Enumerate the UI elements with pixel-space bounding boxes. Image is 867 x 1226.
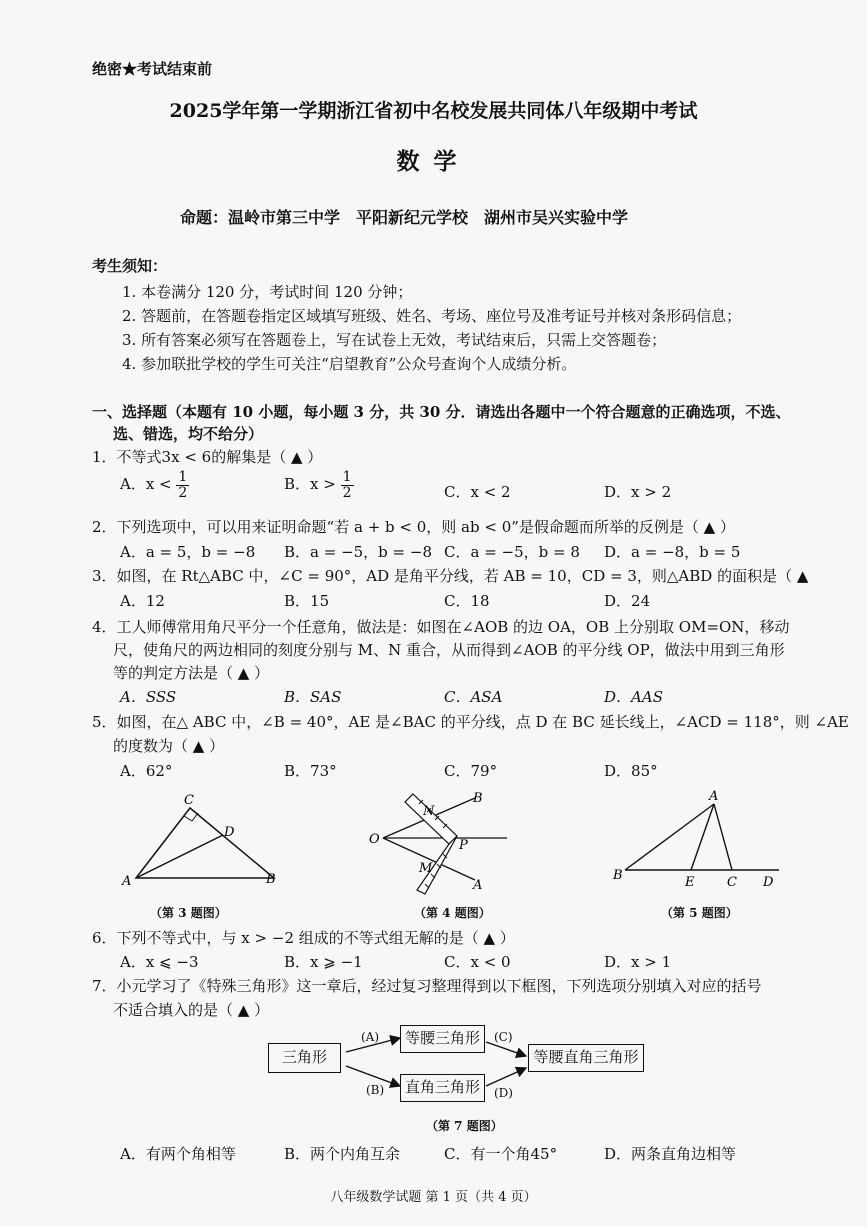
question-7-stem: 7．小元学习了《特殊三角形》这一章后，经过复习整理得到以下框图，下列选项分别填入对应的括号 <box>92 977 762 995</box>
flow-box-isosceles: 等腰三角形 <box>400 1025 485 1053</box>
question-3-option-d: D．24 <box>604 592 651 610</box>
question-3-option-a: A．12 <box>120 592 165 610</box>
question-5-option-b: B．73° <box>284 762 337 780</box>
question-3-option-c: C．18 <box>444 592 490 610</box>
notice-item-4: 4. 参加联批学校的学生可关注“启望教育”公众号查询个人成绩分析。 <box>122 355 577 373</box>
subject-title: 数学 <box>396 148 471 175</box>
figure-5-label-a: A <box>709 789 719 804</box>
figure-3-label-b: B <box>266 872 276 887</box>
question-2-option-b: B．a = −5，b = −8 <box>284 543 433 561</box>
figure-4-label-b: B <box>473 791 483 806</box>
figure-4-angle-ruler <box>365 782 515 897</box>
question-4-option-a: A．SSS <box>120 688 177 706</box>
question-5-option-c: C．79° <box>444 762 498 780</box>
question-1-stem: 1．不等式3x < 6的解集是（ ▲ ） <box>92 448 323 466</box>
question-7-option-d: D．两条直角边相等 <box>604 1145 737 1163</box>
question-2-option-a: A．a = 5，b = −8 <box>120 543 256 561</box>
question-5-option-d: D．85° <box>604 762 658 780</box>
figure-4-label-n: N <box>423 804 435 819</box>
question-2-option-c: C．a = −5，b = 8 <box>444 543 580 561</box>
question-4-stem-cont: 尺，使角尺的两边相同的刻度分别与 M、N 重合，从而得到∠AOB 的平分线 OP，做法中用到三角形 <box>113 641 785 659</box>
question-2-option-d: D．a = −8，b = 5 <box>604 543 741 561</box>
question-5-stem-cont: 的度数为（ ▲ ） <box>113 737 225 755</box>
notice-item-2: 2. 答题前，在答题卷指定区域填写班级、姓名、考场、座位号及准考证号并核对条形码信息； <box>122 307 742 325</box>
notice-title: 考生须知： <box>92 257 168 275</box>
fraction-one-half: $\frac{1}{2}$ <box>342 469 352 501</box>
question-2-stem: 2．下列选项中，可以用来证明命题“若 a + b < 0，则 ab < 0”是假命题而所举的反例是（ ▲ ） <box>92 518 735 536</box>
figure-5-label-b: B <box>613 868 623 883</box>
question-7-option-c: C．有一个角45° <box>444 1145 558 1163</box>
authors-line: 命题：温岭市第三中学 平阳新纪元学校 湖州市吴兴实验中学 <box>180 208 629 227</box>
question-4-option-c: C．ASA <box>444 688 503 706</box>
question-5-option-a: A．62° <box>120 762 173 780</box>
figure-5-label-e: E <box>685 875 695 890</box>
fraction-one-half: $\frac{1}{2}$ <box>178 469 188 501</box>
figure-3-label-a: A <box>122 874 132 889</box>
figure-5-label-d: D <box>763 875 774 890</box>
notice-item-1: 1. 本卷满分 120 分，考试时间 120 分钟； <box>122 283 413 301</box>
question-4-option-d: D．AAS <box>604 688 663 706</box>
flow-label-b: (B) <box>366 1083 385 1097</box>
flow-label-a: (A) <box>361 1030 380 1044</box>
flow-box-right-triangle: 直角三角形 <box>400 1074 485 1102</box>
question-6-option-b: B．x ⩾ −1 <box>284 953 363 971</box>
question-7-stem-cont: 不适合填入的是（ ▲ ） <box>113 1001 270 1019</box>
flow-label-d: (D) <box>494 1086 513 1100</box>
question-4-option-b: B．SAS <box>284 688 342 706</box>
figure-4-label-m: M <box>419 861 433 876</box>
figure-3-caption: （第 3 题图） <box>150 906 227 920</box>
question-1-option-c: C．x < 2 <box>444 483 511 501</box>
confidential-mark: 绝密★考试结束前 <box>92 60 213 78</box>
question-1-option-d: D．x > 2 <box>604 483 672 501</box>
page-footer: 八年级数学试题 第 1 页（共 4 页） <box>330 1190 537 1205</box>
question-6-option-d: D．x > 1 <box>604 953 672 971</box>
question-3-option-b: B．15 <box>284 592 330 610</box>
figure-5-triangle <box>605 788 785 893</box>
question-6-option-a: A．x ⩽ −3 <box>120 953 199 971</box>
figure-3-label-c: C <box>184 793 194 808</box>
question-6-stem: 6．下列不等式中，与 x > −2 组成的不等式组无解的是（ ▲ ） <box>92 929 515 947</box>
figure-5-caption: （第 5 题图） <box>661 906 738 920</box>
question-5-stem: 5．如图，在△ ABC 中，∠B = 40°，AE 是∠BAC 的平分线，点 D 在 BC 延长线上，∠ACD = 118°，则 ∠AE <box>92 713 849 731</box>
question-3-stem: 3．如图，在 Rt△ABC 中，∠C = 90°，AD 是角平分线，若 AB = 10，CD = 3，则△ABD 的面积是（ ▲ <box>92 567 809 585</box>
figure-7-caption: （第 7 题图） <box>426 1119 503 1133</box>
figure-4-label-p: P <box>459 838 468 853</box>
question-6-option-c: C．x < 0 <box>444 953 511 971</box>
exam-title: 2025学年第一学期浙江省初中名校发展共同体八年级期中考试 <box>169 100 698 122</box>
section-1-heading-cont: 选、错选，均不给分） <box>113 425 264 443</box>
flow-box-triangle: 三角形 <box>268 1043 341 1073</box>
question-4-stem: 4．工人师傅常用角尺平分一个任意角，做法是：如图在∠AOB 的边 OA，OB 上分别取 OM=ON，移动 <box>92 618 790 636</box>
question-7-option-b: B．两个内角互余 <box>284 1145 401 1163</box>
figure-4-label-a: A <box>473 878 483 893</box>
figure-3-triangle <box>112 790 312 895</box>
figure-4-label-o: O <box>369 832 380 847</box>
question-4-stem-cont2: 等的判定方法是（ ▲ ） <box>113 664 270 682</box>
flow-box-isosceles-right: 等腰直角三角形 <box>528 1044 644 1072</box>
figure-5-label-c: C <box>727 875 737 890</box>
figure-3-label-d: D <box>224 825 235 840</box>
question-7-option-a: A．有两个角相等 <box>120 1145 236 1163</box>
notice-item-3: 3. 所有答案必须写在答题卷上，写在试卷上无效，考试结束后，只需上交答题卷； <box>122 331 667 349</box>
question-1-option-b: B．x > $\frac{1}{2}$ <box>284 469 352 501</box>
section-1-heading: 一、选择题（本题有 10 小题，每小题 3 分，共 30 分．请选出各题中一个符合题意的正确选项，不选、 <box>92 403 791 421</box>
figure-4-caption: （第 4 题图） <box>414 906 491 920</box>
flow-label-c: (C) <box>494 1030 513 1044</box>
question-1-option-a: A．x < $\frac{1}{2}$ <box>120 469 188 501</box>
